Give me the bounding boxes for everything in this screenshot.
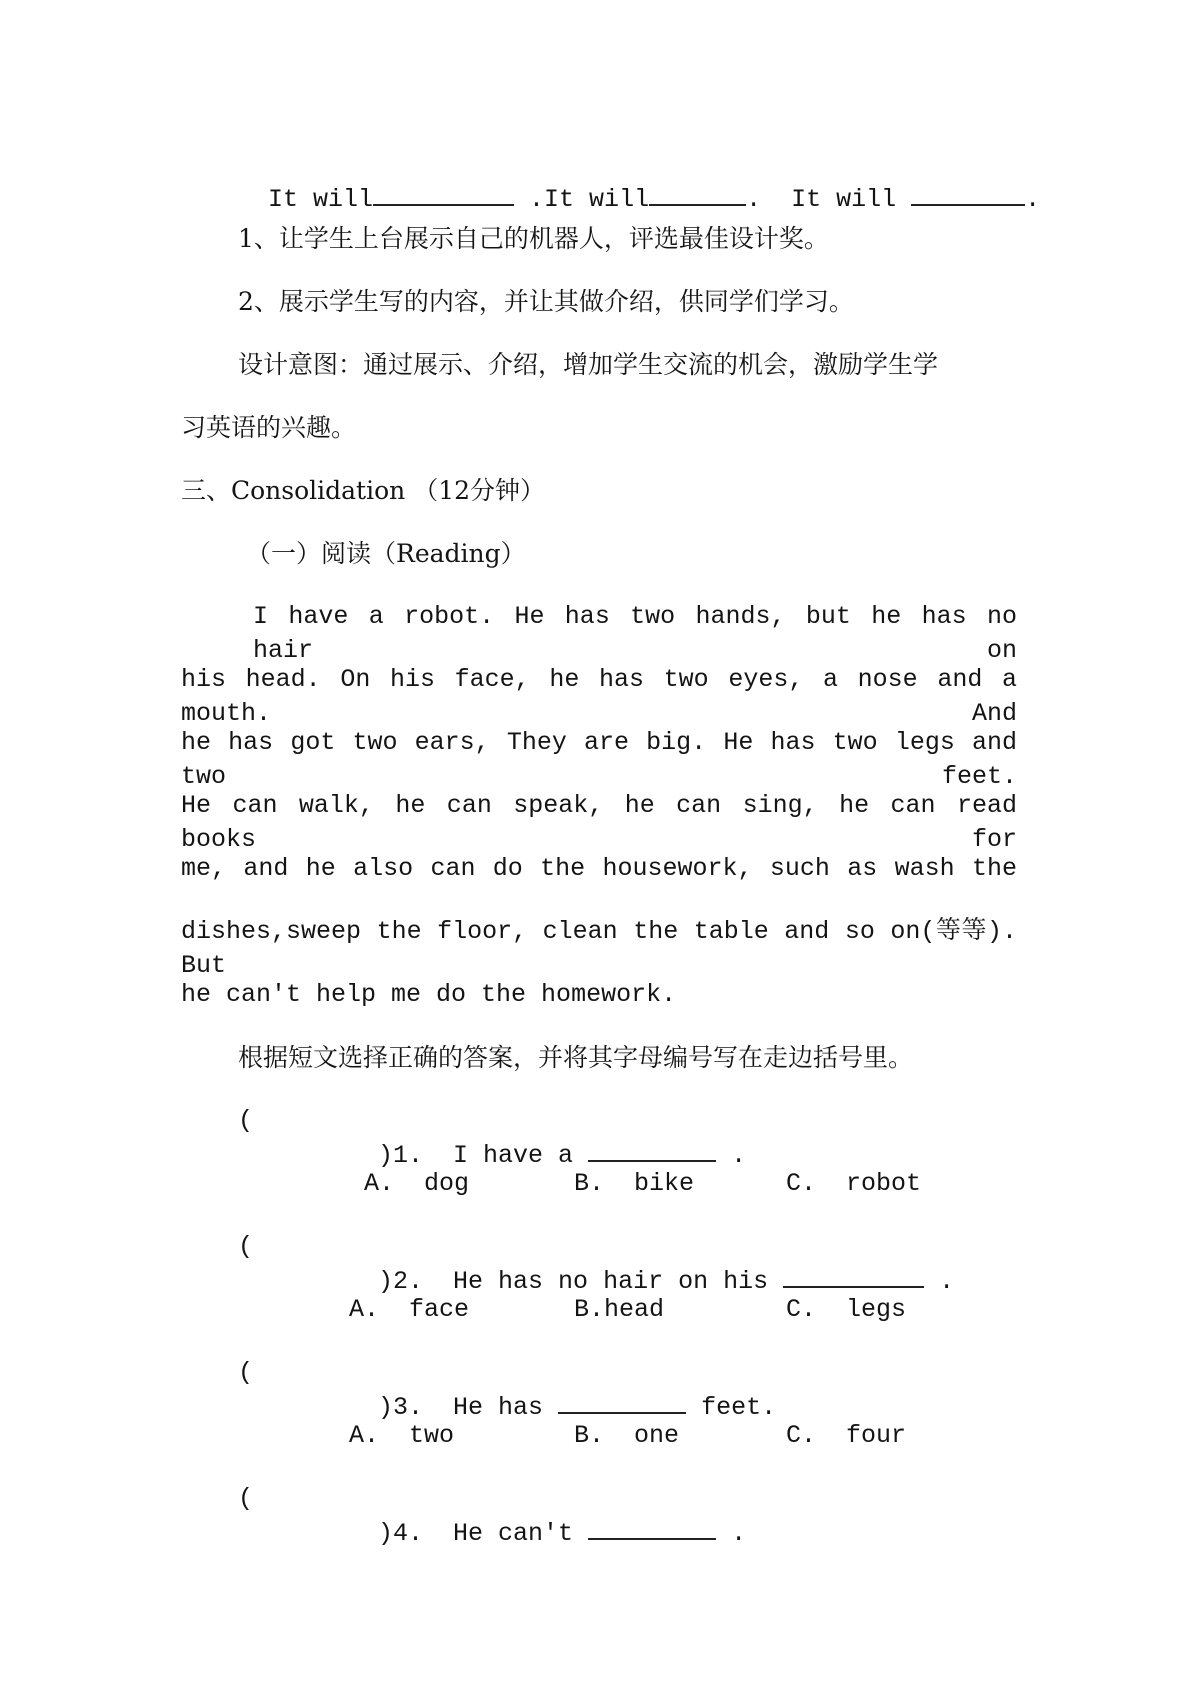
answer-bracket-close: ) [378, 1519, 394, 1548]
question-stem [318, 1230, 955, 1296]
step-2: 2、展示学生写的内容，并让其做介绍，供同学们学习。 [238, 287, 854, 316]
answer-bracket-open: ( [238, 1232, 254, 1261]
question-stem [318, 1104, 747, 1170]
design-intent-line-2: 习英语的兴趣。 [181, 413, 357, 442]
answer-blank[interactable] [373, 182, 514, 206]
stem-text: 2. He has no hair on his [393, 1267, 784, 1296]
option-a[interactable]: A. face [349, 1295, 470, 1324]
question-stem [318, 1482, 747, 1548]
option-a[interactable]: A. two [349, 1421, 455, 1450]
option-c[interactable]: C. four [786, 1421, 907, 1450]
option-b[interactable]: B.head [574, 1295, 665, 1324]
passage-line: he can't help me do the homework. [181, 980, 677, 1009]
option-b[interactable]: B. bike [574, 1169, 695, 1198]
answer-blank[interactable] [588, 1138, 716, 1162]
stem-text-end: . [716, 1519, 747, 1548]
stem-text-end: . [716, 1141, 747, 1170]
answer-bracket-open: ( [238, 1358, 254, 1387]
step-1: 1、让学生上台展示自己的机器人，评选最佳设计奖。 [238, 224, 829, 253]
option-a[interactable]: A. dog [364, 1169, 470, 1198]
answer-bracket-open: ( [238, 1106, 254, 1135]
answer-bracket-close: ) [378, 1393, 394, 1422]
intro-fill-line [238, 148, 1041, 214]
passage-line: me, and he also can do the housework, such as wash the [181, 854, 1017, 883]
intro-text-3: . It will [746, 185, 912, 214]
answer-bracket-close: ) [378, 1141, 394, 1170]
intro-text-2: .It will [514, 185, 650, 214]
option-c[interactable]: C. robot [786, 1169, 922, 1198]
intro-text-4: . [1025, 185, 1041, 214]
passage-line: I have a robot. He has two hands, but he has no hair on [253, 602, 1017, 665]
answer-blank[interactable] [911, 182, 1025, 206]
answer-blank[interactable] [649, 182, 746, 206]
option-b[interactable]: B. one [574, 1421, 680, 1450]
stem-text-end: feet. [686, 1393, 777, 1422]
answer-blank[interactable] [558, 1390, 686, 1414]
stem-text-end: . [924, 1267, 955, 1296]
passage-line: He can walk, he can speak, he can sing, he can read books for [181, 791, 1017, 854]
answer-blank[interactable] [588, 1516, 716, 1540]
option-c[interactable]: C. legs [786, 1295, 907, 1324]
subsection-heading: （一）阅读（Reading） [246, 539, 526, 568]
stem-text: 3. He has [393, 1393, 559, 1422]
instruction: 根据短文选择正确的答案，并将其字母编号写在走边括号里。 [238, 1043, 914, 1072]
answer-bracket-open: ( [238, 1484, 254, 1513]
section-heading: 三、Consolidation （12分钟） [181, 476, 546, 505]
stem-text: 1. I have a [393, 1141, 589, 1170]
design-intent-line-1: 设计意图：通过展示、介绍，增加学生交流的机会，激励学生学 [238, 350, 939, 379]
question-stem [318, 1356, 777, 1422]
intro-text-1: It will [268, 185, 374, 214]
answer-bracket-close: ) [378, 1267, 394, 1296]
passage-line: his head. On his face, he has two eyes, a nose and a mouth. And [181, 665, 1017, 728]
answer-blank[interactable] [783, 1264, 924, 1288]
passage-line: he has got two ears, They are big. He has two legs and two feet. [181, 728, 1017, 791]
stem-text: 4. He can't [393, 1519, 589, 1548]
passage-line: dishes,sweep the floor, clean the table and so on(等等). But [181, 917, 1017, 980]
